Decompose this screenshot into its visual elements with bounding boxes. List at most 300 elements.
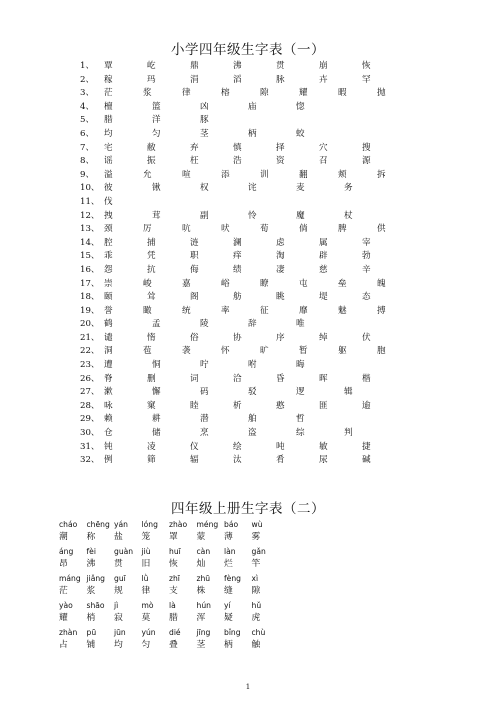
character: 疑 xyxy=(224,613,233,623)
list-row xyxy=(80,359,480,373)
row-number: 1、 xyxy=(80,61,95,71)
character: 钝 xyxy=(104,441,113,452)
character: 暇 xyxy=(338,88,347,99)
character: 绰 xyxy=(319,332,328,343)
pinyin: cháo xyxy=(59,520,78,529)
character: 沸 xyxy=(86,559,96,569)
row-number: 13、 xyxy=(80,224,100,235)
character: 罕 xyxy=(362,74,371,85)
character: 耀 xyxy=(299,88,308,99)
pinyin: hǔ xyxy=(251,601,262,610)
row-number: 19、 xyxy=(80,305,100,316)
list-row xyxy=(80,60,480,74)
character: 储 xyxy=(152,428,161,439)
character: 浆 xyxy=(86,586,96,596)
character: 腊 xyxy=(169,613,178,623)
character: 陵 xyxy=(200,319,209,330)
character: 贯 xyxy=(276,61,285,71)
character: 堤 xyxy=(319,292,328,303)
character: 潜 xyxy=(200,414,209,425)
character: 麦 xyxy=(296,183,305,194)
row-number: 16、 xyxy=(80,264,100,275)
row-number: 29、 xyxy=(80,414,100,425)
character: 覃 xyxy=(104,61,113,71)
character: 锹 xyxy=(152,183,161,194)
character: 宰 xyxy=(362,237,371,248)
pinyin: fèi xyxy=(86,547,96,556)
character: 怀 xyxy=(221,346,230,357)
character: 苞 xyxy=(143,346,152,357)
character: 允 xyxy=(143,169,152,180)
character: 嘉 xyxy=(182,278,191,289)
character: 凄 xyxy=(276,264,285,275)
character: 茫 xyxy=(59,586,68,596)
character: 律 xyxy=(182,88,191,99)
row-number: 4、 xyxy=(80,101,95,112)
pinyin: jì xyxy=(114,601,119,610)
character: 潮 xyxy=(59,532,68,542)
character: 诧 xyxy=(248,183,257,194)
character: 训 xyxy=(260,169,269,180)
character: 汰 xyxy=(233,455,242,466)
character: 捕 xyxy=(147,237,156,248)
character: 睦 xyxy=(190,400,199,411)
pinyin: jīng xyxy=(196,628,211,637)
character: 垒 xyxy=(338,278,347,289)
pinyin: mò xyxy=(141,601,154,610)
pinyin: jiù xyxy=(141,547,151,556)
character: 楷 xyxy=(362,373,371,384)
pinyin: làn xyxy=(224,547,236,556)
character: 判 xyxy=(344,428,353,439)
character: 澜 xyxy=(233,237,242,248)
list-row xyxy=(80,101,480,115)
character: 靡 xyxy=(299,305,308,316)
character: 昂 xyxy=(59,559,68,569)
character: 协 xyxy=(233,332,242,343)
character: 凶 xyxy=(200,101,209,112)
character: 俗 xyxy=(190,332,199,343)
character: 凭 xyxy=(147,251,156,262)
character: 缝 xyxy=(224,586,233,596)
character: 辞 xyxy=(248,319,257,330)
character: 咐 xyxy=(248,360,257,371)
character: 峻 xyxy=(143,278,152,289)
row-number: 20、 xyxy=(80,319,100,330)
character: 穴 xyxy=(319,142,328,153)
character: 筛 xyxy=(147,455,156,466)
character: 慎 xyxy=(233,142,242,153)
list-row xyxy=(80,128,480,142)
character: 笼 xyxy=(141,532,151,542)
character: 供 xyxy=(377,224,386,235)
character: 灿 xyxy=(196,559,206,569)
row-number: 17、 xyxy=(80,278,100,289)
character: 颐 xyxy=(104,292,113,303)
character: 浩 xyxy=(233,156,242,167)
character: 罩 xyxy=(169,532,178,542)
character: 序 xyxy=(276,332,285,343)
character: 柄 xyxy=(224,640,233,650)
pinyin: yí xyxy=(224,601,231,610)
character: 屹 xyxy=(147,61,156,71)
pinyin: xì xyxy=(251,574,259,583)
character: 匪 xyxy=(319,400,328,411)
character: 匀 xyxy=(152,128,161,139)
character: 舶 xyxy=(248,414,257,425)
character: 茎 xyxy=(196,640,206,650)
character: 态 xyxy=(362,292,371,303)
character: 凌 xyxy=(147,441,156,452)
pinyin: báo xyxy=(224,520,239,529)
list-row xyxy=(80,454,480,468)
character: 寂 xyxy=(114,613,123,623)
pinyin-character-list xyxy=(59,518,359,653)
character: 恢 xyxy=(169,559,178,569)
row-number: 23、 xyxy=(80,360,100,371)
pinyin: zhī xyxy=(169,574,180,583)
character: 躯 xyxy=(338,346,347,357)
pinyin: shāo xyxy=(86,601,105,610)
character: 辐 xyxy=(190,455,199,466)
character: 痒 xyxy=(233,251,242,262)
pinyin: càn xyxy=(196,547,211,556)
pinyin: zhào xyxy=(169,520,188,529)
character: 拽 xyxy=(104,210,113,221)
character: 怨 xyxy=(104,264,113,275)
character: 均 xyxy=(104,128,113,139)
character: 峪 xyxy=(221,278,230,289)
list-row xyxy=(80,114,480,128)
character: 伏 xyxy=(362,332,371,343)
character: 仪 xyxy=(190,441,199,452)
list-row xyxy=(80,386,480,400)
hanzi-row xyxy=(59,531,359,544)
row-number: 28、 xyxy=(80,400,100,411)
character: 舫 xyxy=(233,292,242,303)
character: 烹 xyxy=(200,428,209,439)
pinyin: zhū xyxy=(196,574,211,583)
character: 铺 xyxy=(86,640,96,650)
character: 振 xyxy=(147,156,156,167)
character: 鼎 xyxy=(190,61,199,71)
character: 瞭 xyxy=(260,278,269,289)
character: 率 xyxy=(221,305,230,316)
character: 驳 xyxy=(248,387,257,398)
character: 茸 xyxy=(152,210,161,221)
character: 资 xyxy=(276,156,285,167)
character: 豚 xyxy=(200,115,209,126)
list-row xyxy=(80,427,480,441)
character: 孟 xyxy=(152,319,161,330)
character: 抗 xyxy=(147,264,156,275)
character: 杖 xyxy=(344,210,353,221)
character: 蒙 xyxy=(196,532,206,542)
character: 侮 xyxy=(190,264,199,275)
character: 称 xyxy=(86,532,96,542)
character: 窠 xyxy=(147,400,156,411)
row-number: 14、 xyxy=(80,237,100,248)
character: 茫 xyxy=(104,88,113,99)
row-number: 10、 xyxy=(80,183,100,194)
character: 彼 xyxy=(104,183,113,194)
character: 触 xyxy=(251,640,261,650)
character: 辑 xyxy=(344,387,353,398)
character: 吨 xyxy=(276,441,285,452)
character: 咏 xyxy=(104,400,113,411)
character: 烂 xyxy=(224,559,233,569)
row-number: 18、 xyxy=(80,292,100,303)
character: 雾 xyxy=(251,532,261,542)
character: 码 xyxy=(200,387,209,398)
pinyin: méng xyxy=(196,520,219,529)
character: 析 xyxy=(233,400,242,411)
list-row xyxy=(80,237,480,251)
row-number: 32、 xyxy=(80,455,100,466)
pinyin: là xyxy=(169,601,176,610)
character: 懈 xyxy=(152,387,161,398)
character: 瞰 xyxy=(143,305,152,316)
character: 眺 xyxy=(276,292,285,303)
pinyin: yún xyxy=(141,628,156,637)
character: 虑 xyxy=(276,237,285,248)
list-row xyxy=(80,305,480,319)
hanzi-row xyxy=(59,612,359,625)
character: 阁 xyxy=(190,292,199,303)
character: 逾 xyxy=(362,400,371,411)
character: 脉 xyxy=(276,74,285,85)
character: 规 xyxy=(114,586,123,596)
character: 咛 xyxy=(200,360,209,371)
character: 袭 xyxy=(182,346,191,357)
character: 檀 xyxy=(104,101,113,112)
character: 玛 xyxy=(147,74,156,85)
character: 乖 xyxy=(104,251,113,262)
character: 伐 xyxy=(104,196,113,207)
character: 洋 xyxy=(152,115,161,126)
character: 吠 xyxy=(221,224,230,235)
character: 洞 xyxy=(104,346,113,357)
character: 择 xyxy=(276,142,285,153)
row-number: 2、 xyxy=(80,74,95,85)
list-row xyxy=(80,400,480,414)
row-number: 8、 xyxy=(80,156,95,167)
character: 肴 xyxy=(276,455,285,466)
character: 腔 xyxy=(104,237,113,248)
character: 柄 xyxy=(248,128,257,139)
row-number: 30、 xyxy=(80,428,100,439)
character: 晦 xyxy=(296,360,305,371)
pinyin-row xyxy=(59,626,359,639)
pinyin: bǐng xyxy=(224,628,241,637)
list-row xyxy=(80,196,480,210)
character: 脾 xyxy=(338,224,347,235)
character: 盐 xyxy=(114,532,123,542)
list-row xyxy=(80,182,480,196)
page-number: 1 xyxy=(245,683,251,691)
list-row xyxy=(80,250,480,264)
character: 卉 xyxy=(319,74,328,85)
character: 例 xyxy=(104,455,113,466)
list-row xyxy=(80,318,480,332)
row-number: 11、 xyxy=(80,196,100,207)
character: 勃 xyxy=(362,251,371,262)
hanzi-row xyxy=(59,639,359,652)
character: 哲 xyxy=(296,414,305,425)
character: 支 xyxy=(169,586,178,596)
pinyin: wù xyxy=(251,520,263,529)
character: 逻 xyxy=(296,387,305,398)
character: 职 xyxy=(190,251,199,262)
character: 株 xyxy=(196,586,206,596)
row-number: 7、 xyxy=(80,142,95,153)
character: 魄 xyxy=(377,278,386,289)
character: 搏 xyxy=(377,305,386,316)
list-row xyxy=(80,373,480,387)
row-number: 15、 xyxy=(80,251,100,262)
pinyin-row xyxy=(59,572,359,585)
pinyin: máng xyxy=(59,574,81,583)
pinyin: yán xyxy=(114,520,128,529)
character: 涓 xyxy=(190,74,199,85)
character: 搜 xyxy=(362,142,371,153)
character: 魔 xyxy=(296,210,305,221)
character: 赖 xyxy=(104,414,113,425)
character: 宅 xyxy=(104,142,113,153)
character: 涟 xyxy=(190,237,199,248)
character: 憨 xyxy=(276,400,285,411)
character: 敝 xyxy=(147,142,156,153)
character: 溢 xyxy=(104,169,113,180)
character: 荀 xyxy=(260,224,269,235)
list-row xyxy=(80,413,480,427)
list-row xyxy=(80,345,480,359)
character: 慈 xyxy=(319,264,328,275)
list-row xyxy=(80,223,480,237)
character: 沸 xyxy=(233,61,242,71)
list-row xyxy=(80,142,480,156)
pinyin: dié xyxy=(169,628,181,637)
list-row xyxy=(80,264,480,278)
character: 恫 xyxy=(152,360,161,371)
character: 庙 xyxy=(248,101,257,112)
row-number: 26、 xyxy=(80,373,100,384)
character-list-1 xyxy=(80,60,480,468)
pinyin-row xyxy=(59,518,359,531)
list-row xyxy=(80,74,480,88)
character: 遭 xyxy=(104,360,113,371)
character: 耀 xyxy=(59,613,68,623)
hanzi-row xyxy=(59,558,359,571)
pinyin: guī xyxy=(114,574,126,583)
page-title-1: 小学四年级生字表（一） xyxy=(171,42,325,58)
pinyin: lǜ xyxy=(141,574,149,583)
list-row xyxy=(80,155,480,169)
character: 倘 xyxy=(299,224,308,235)
pinyin: gǎn xyxy=(251,547,266,556)
character: 竿 xyxy=(251,559,261,569)
pinyin: jiǎng xyxy=(86,574,106,583)
character: 洽 xyxy=(233,373,242,384)
character: 碱 xyxy=(362,455,371,466)
character: 谣 xyxy=(104,156,113,167)
pinyin: jūn xyxy=(114,628,126,637)
pinyin: hún xyxy=(196,601,211,610)
character: 榕 xyxy=(221,88,230,99)
character: 恢 xyxy=(362,61,371,71)
character: 旧 xyxy=(141,559,151,569)
pinyin: áng xyxy=(59,547,74,556)
character: 虎 xyxy=(251,613,261,623)
character: 怜 xyxy=(248,210,257,221)
list-row xyxy=(80,87,480,101)
row-number: 12、 xyxy=(80,210,100,221)
character: 仓 xyxy=(104,428,113,439)
character: 贯 xyxy=(114,559,123,569)
character: 隙 xyxy=(251,586,261,596)
pinyin: chēng xyxy=(86,520,110,529)
character: 崩 xyxy=(319,61,328,71)
character: 稼 xyxy=(104,74,113,85)
character: 昏 xyxy=(276,373,285,384)
row-number: 27、 xyxy=(80,387,100,398)
pinyin: fèng xyxy=(224,574,241,583)
character: 词 xyxy=(190,373,199,384)
character: 蛟 xyxy=(296,128,305,139)
character: 魅 xyxy=(338,305,347,316)
character: 尿 xyxy=(319,455,328,466)
pinyin: yào xyxy=(59,601,73,610)
row-number: 6、 xyxy=(80,128,95,139)
character: 统 xyxy=(182,305,191,316)
character: 厉 xyxy=(143,224,152,235)
row-number: 9、 xyxy=(80,169,95,180)
character: 源 xyxy=(362,156,371,167)
character: 敏 xyxy=(319,441,328,452)
character: 颊 xyxy=(338,169,347,180)
character: 誉 xyxy=(104,305,113,316)
pinyin: zhàn xyxy=(59,628,78,637)
character: 暂 xyxy=(299,346,308,357)
character: 喧 xyxy=(182,169,191,180)
pinyin-group xyxy=(59,572,359,599)
character: 颈 xyxy=(104,224,113,235)
list-row xyxy=(80,169,480,183)
pinyin-group xyxy=(59,599,359,626)
character: 浑 xyxy=(196,613,206,623)
character: 属 xyxy=(319,237,328,248)
character: 枉 xyxy=(190,156,199,167)
character: 添 xyxy=(221,169,230,180)
character: 惚 xyxy=(296,101,305,112)
character: 隙 xyxy=(260,88,269,99)
character: 脊 xyxy=(104,373,113,384)
character: 鹤 xyxy=(104,319,113,330)
row-number: 22、 xyxy=(80,346,100,357)
pinyin: guàn xyxy=(114,547,134,556)
character: 律 xyxy=(141,586,151,596)
character: 旷 xyxy=(260,346,269,357)
character: 淘 xyxy=(276,251,285,262)
character: 辟 xyxy=(319,251,328,262)
character: 绘 xyxy=(233,441,242,452)
character: 滔 xyxy=(233,74,242,85)
character: 综 xyxy=(296,428,305,439)
pinyin: chù xyxy=(251,628,266,637)
character: 耕 xyxy=(152,414,161,425)
character: 拆 xyxy=(377,169,386,180)
row-number: 5、 xyxy=(80,115,95,126)
